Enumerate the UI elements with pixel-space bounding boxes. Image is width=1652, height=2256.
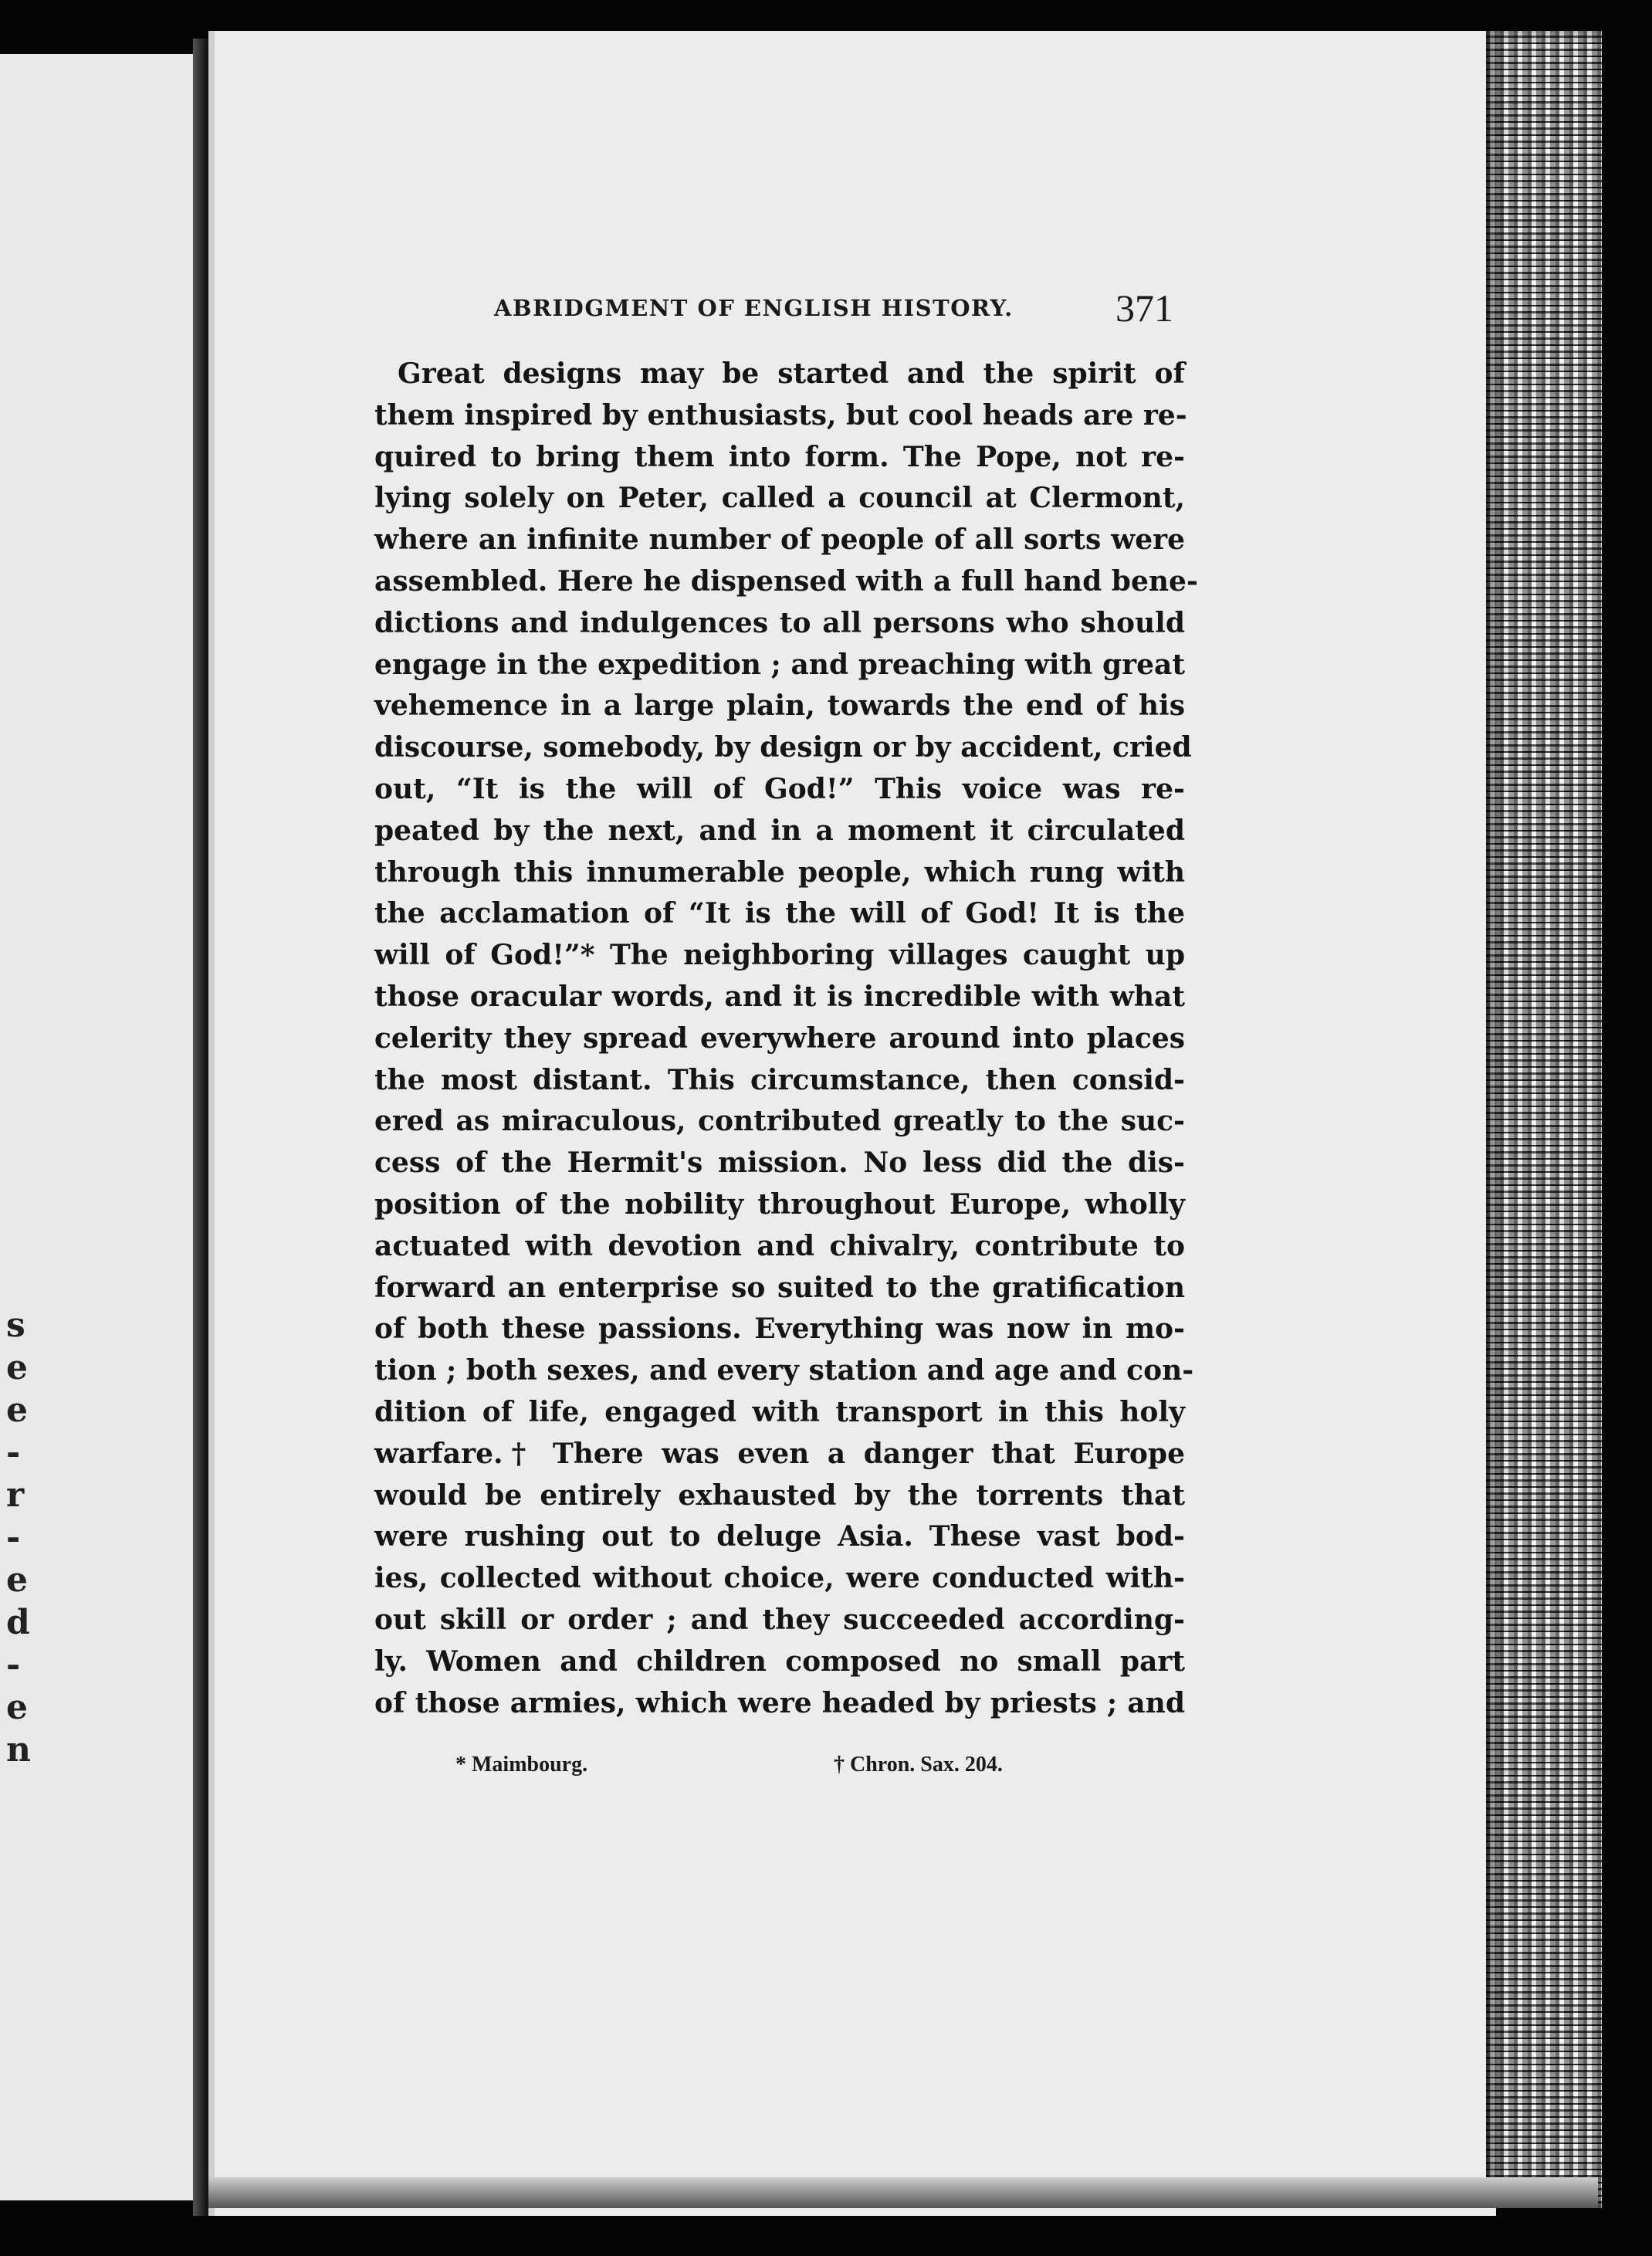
text-line: forward an enterprise so suited to the gratification <box>374 1271 1185 1304</box>
page-number: 371 <box>1115 286 1173 330</box>
facing-page-fragment: r <box>6 1475 25 1515</box>
text-line: vehemence in a large plain, towards the end of his <box>374 689 1185 723</box>
facing-page-fragment: e <box>6 1391 28 1430</box>
text-line: quired to bring them into form. The Pope, not re- <box>374 440 1185 473</box>
text-line: position of the nobility throughout Europe, wholly <box>374 1187 1185 1221</box>
text-line: out, “It is the will of God!” This voice was re- <box>374 772 1185 805</box>
text-line: of those armies, which were headed by priests ; and <box>374 1686 1185 1719</box>
text-line: will of God!”* The neighboring villages caught up <box>374 939 1185 972</box>
facing-page-fragment: - <box>6 1433 21 1472</box>
text-line: warfare.† There was even a danger that Europe <box>374 1437 1185 1470</box>
facing-page-fragment: - <box>6 1645 21 1685</box>
facing-page-fragment: - <box>6 1518 21 1557</box>
facing-page-edge <box>0 54 198 2200</box>
text-line: actuated with devotion and chivalry, contribute to <box>374 1229 1185 1262</box>
text-line: lying solely on Peter, called a council at Clermont, <box>374 482 1185 515</box>
running-title: ABRIDGMENT OF ENGLISH HISTORY. <box>494 295 1014 321</box>
facing-page-fragment: e <box>6 1560 28 1600</box>
text-line: cess of the Hermit's mission. No less did the dis- <box>374 1147 1185 1180</box>
text-line: were rushing out to deluge Asia. These vast bod- <box>374 1520 1185 1553</box>
text-line: them inspired by enthusiasts, but cool heads are re- <box>374 398 1187 432</box>
text-line: where an infinite number of people of all sorts were <box>374 523 1185 557</box>
body-text <box>374 354 1198 1724</box>
text-line: out skill or order ; and they succeeded according- <box>374 1603 1185 1636</box>
text-line: discourse, somebody, by design or by accident, cried <box>374 731 1192 764</box>
text-line: engage in the expedition ; and preaching with great <box>374 648 1185 681</box>
text-line: would be entirely exhausted by the torrents that <box>374 1479 1185 1512</box>
facing-page-fragment: d <box>6 1603 30 1642</box>
facing-page-fragment: e <box>6 1348 28 1387</box>
text-line: ies, collected without choice, were conducted with- <box>374 1562 1185 1595</box>
text-line: ly. Women and children composed no small part <box>374 1645 1185 1678</box>
facing-page-fragment: n <box>6 1730 31 1770</box>
text-line: peated by the next, and in a moment it circulated <box>374 814 1185 847</box>
text-line: assembled. Here he dispensed with a full hand bene- <box>374 564 1198 598</box>
text-line: celerity they spread everywhere around into places <box>374 1021 1185 1055</box>
running-head <box>494 286 1173 340</box>
facing-page-fragment: e <box>6 1688 28 1727</box>
text-line: dition of life, engaged with transport in this holy <box>374 1395 1185 1428</box>
text-line: through this innumerable people, which rung with <box>374 855 1185 889</box>
text-line: dictions and indulgences to all persons who should <box>374 606 1185 639</box>
facing-page-fragment: s <box>6 1306 25 1345</box>
footnote-chron-sax: † Chron. Sax. 204. <box>834 1753 1003 1777</box>
page-fore-edge <box>1486 31 1602 2208</box>
text-line: of both these passions. Everything was now in mo- <box>374 1313 1185 1346</box>
footnotes <box>378 1753 1189 1791</box>
text-line: ered as miraculous, contributed greatly to the suc- <box>374 1105 1185 1138</box>
page-bottom-edge <box>208 2177 1598 2208</box>
text-line: the acclamation of “It is the will of God! It is the <box>374 897 1185 930</box>
text-line: those oracular words, and it is incredible with what <box>374 980 1185 1013</box>
text-line: Great designs may be started and the spirit of <box>398 357 1185 390</box>
text-line: tion ; both sexes, and every station and age and con- <box>374 1354 1194 1387</box>
text-line: the most distant. This circumstance, then consid- <box>374 1063 1185 1096</box>
footnote-maimbourg: * Maimbourg. <box>455 1753 588 1777</box>
